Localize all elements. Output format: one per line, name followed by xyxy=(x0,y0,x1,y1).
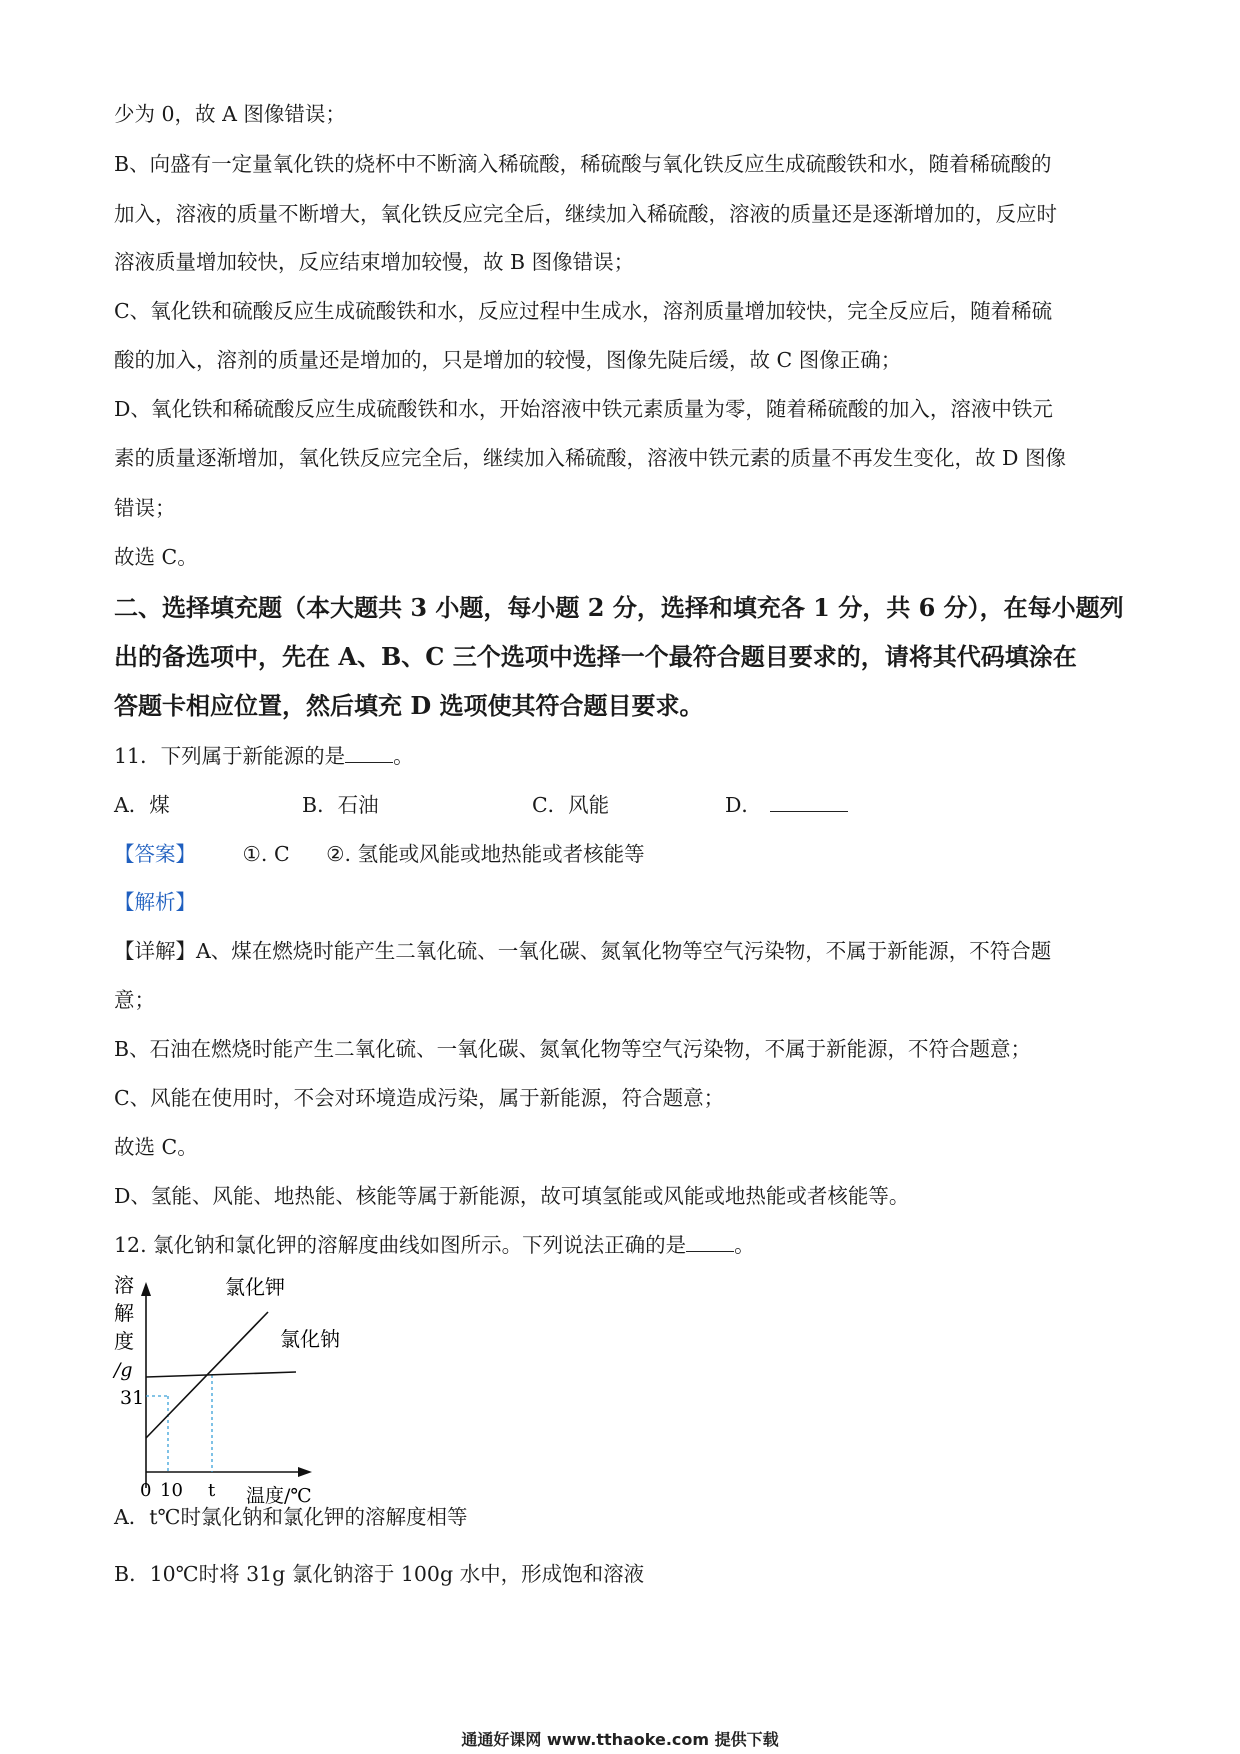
option-c: C．风能 xyxy=(532,793,610,817)
text-line: 【详解】A、煤在燃烧时能产生二氧化硫、一氧化碳、氮氧化物等空气污染物，不属于新能源，不符合题 xyxy=(114,939,1052,963)
series-line-nacl xyxy=(146,1372,296,1377)
answer-line xyxy=(114,840,645,868)
text-line: B、向盛有一定量氧化铁的烧杯中不断滴入稀硫酸，稀硫酸与氧化铁反应生成硫酸铁和水，随着稀硫酸的 xyxy=(114,152,1052,176)
y-label-char: /g xyxy=(114,1359,133,1381)
y-axis-arrow xyxy=(141,1282,151,1296)
text-line: 故选 C。 xyxy=(114,545,198,569)
text-line: D、氧化铁和稀硫酸反应生成硫酸铁和水，开始溶液中铁元素质量为零，随着稀硫酸的加入，溶液中铁元 xyxy=(114,397,1053,421)
text-line: 溶液质量增加较快，反应结束增加较慢，故 B 图像错误； xyxy=(114,250,635,274)
question-12-option-b: B．10℃时将 31g 氯化钠溶于 100g 水中，形成饱和溶液 xyxy=(114,1562,645,1586)
y-tick-label: 31 xyxy=(120,1387,145,1409)
analysis-tag: 【解析】 xyxy=(114,890,196,914)
text-line: 故选 C。 xyxy=(114,1135,198,1159)
text-line: 加入，溶液的质量不断增大，氧化铁反应完全后，继续加入稀硫酸，溶液的质量还是逐渐增加的，反应时 xyxy=(114,202,1057,226)
answer-tag: 【答案】 xyxy=(114,842,196,866)
question-end: 。 xyxy=(734,1233,755,1257)
text-line: 酸的加入，溶剂的质量还是增加的，只是增加的较慢，图像先陡后缓，故 C 图像正确； xyxy=(114,348,902,372)
series-label-nacl: 氯化钠 xyxy=(280,1327,340,1351)
question-end: 。 xyxy=(393,744,414,768)
answer-2: ②. 氢能或风能或地热能或者核能等 xyxy=(326,842,645,866)
section-heading: 答题卡相应位置，然后填充 D 选项使其符合题目要求。 xyxy=(114,691,704,720)
x-tick-label: 0 xyxy=(140,1480,152,1501)
x-tick-label: 10 xyxy=(160,1480,183,1501)
x-axis-arrow xyxy=(298,1467,312,1477)
text-line: 意； xyxy=(114,988,155,1012)
text-line: D、氢能、风能、地热能、核能等属于新能源，故可填氢能或风能或地热能或者核能等。 xyxy=(114,1184,910,1208)
y-label-char: 度 xyxy=(114,1329,134,1353)
option-d-label: D． xyxy=(725,793,762,817)
question-12-stem xyxy=(114,1231,755,1259)
footer: 通通好课网 www.tthaoke.com 提供下载 xyxy=(461,1730,779,1749)
question-text: 11．下列属于新能源的是 xyxy=(114,744,346,768)
section-heading: 出的备选项中，先在 A、B、C 三个选项中选择一个最符合题目要求的，请将其代码填涂在 xyxy=(114,642,1077,671)
answer-blank xyxy=(345,744,393,763)
option-d xyxy=(725,791,848,819)
question-11-stem xyxy=(114,742,414,770)
answer-1: ①. C xyxy=(242,842,290,866)
question-text: 12. 氯化钠和氯化钾的溶解度曲线如图所示。下列说法正确的是 xyxy=(114,1233,687,1257)
answer-blank xyxy=(770,791,848,812)
text-line: 错误； xyxy=(114,496,176,520)
x-axis-label: 温度/℃ xyxy=(246,1485,312,1504)
series-label-kcl: 氯化钾 xyxy=(225,1275,285,1299)
option-a: A．煤 xyxy=(114,793,170,817)
text-line: 少为 0，故 A 图像错误； xyxy=(114,102,346,126)
answer-blank xyxy=(686,1233,734,1252)
y-label-char: 溶 xyxy=(114,1273,134,1297)
text-line: C、氧化铁和硫酸反应生成硫酸铁和水，反应过程中生成水，溶剂质量增加较快，完全反应后，随着稀硫 xyxy=(114,299,1053,323)
question-12-option-a: A．t℃时氯化钠和氯化钾的溶解度相等 xyxy=(114,1505,468,1529)
option-b: B．石油 xyxy=(302,793,379,817)
x-tick-label: t xyxy=(208,1480,216,1501)
solubility-chart xyxy=(110,1262,340,1504)
section-heading: 二、选择填充题（本大题共 3 小题，每小题 2 分，选择和填充各 1 分，共 6 分），在每小题列 xyxy=(114,593,1124,622)
text-line: B、石油在燃烧时能产生二氧化硫、一氧化碳、氮氧化物等空气污染物，不属于新能源，不符合题意； xyxy=(114,1037,1032,1061)
text-line: 素的质量逐渐增加，氧化铁反应完全后，继续加入稀硫酸，溶液中铁元素的质量不再发生变化，故 D 图像 xyxy=(114,446,1066,470)
y-label-char: 解 xyxy=(114,1301,134,1325)
text-line: C、风能在使用时，不会对环境造成污染，属于新能源，符合题意； xyxy=(114,1086,725,1110)
